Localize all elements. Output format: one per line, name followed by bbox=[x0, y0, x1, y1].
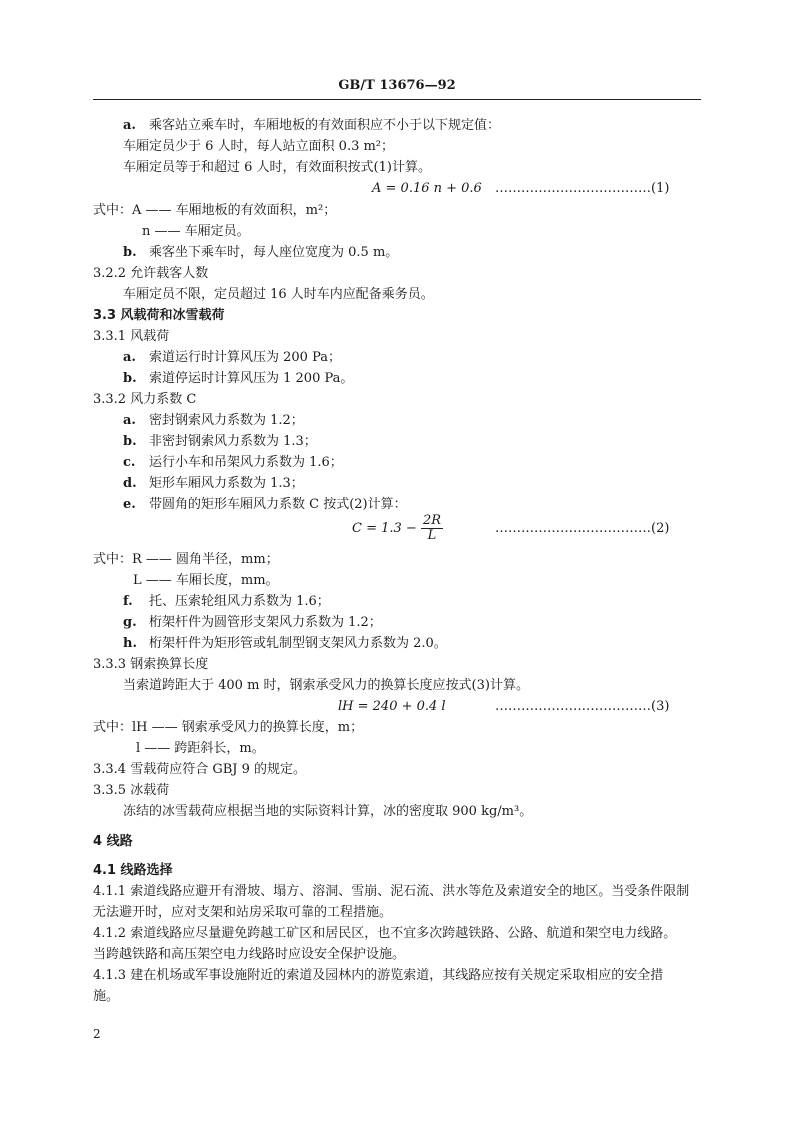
item-text: 乘客坐下乘车时，每人座位宽度为 0.5 m。 bbox=[149, 245, 399, 260]
item-text: 带圆角的矩形车厢风力系数 C 按式(2)计算： bbox=[149, 497, 407, 512]
item-text: 索道停运时计算风压为 1 200 Pa。 bbox=[149, 371, 354, 386]
where-line: L —— 车厢长度，mm。 bbox=[133, 573, 279, 588]
header-rule bbox=[93, 99, 701, 100]
text-line: 冻结的冰雪载荷应根据当地的实际资料计算，冰的密度取 900 kg/m³。 bbox=[123, 804, 533, 819]
item-text: 桁架杆件为矩形管或轧制型钢支架风力系数为 2.0。 bbox=[149, 636, 447, 651]
text-line: 4.1.2 索道线路应尽量避免跨越工矿区和居民区，也不宜多次跨越铁路、公路、航道和架空电力线路。 bbox=[93, 926, 677, 941]
item-a-passenger-standing bbox=[123, 118, 500, 134]
list-item bbox=[123, 350, 341, 366]
list-item bbox=[123, 413, 304, 429]
formula-2 bbox=[352, 514, 443, 543]
item-label: d. bbox=[123, 476, 137, 491]
formula-2-fraction bbox=[421, 514, 443, 543]
item-label: a. bbox=[123, 118, 136, 133]
text-line: 施。 bbox=[93, 989, 120, 1004]
item-label: a. bbox=[123, 350, 136, 365]
item-label: c. bbox=[123, 455, 136, 470]
section-3-3-4: 3.3.4 雪载荷应符合 GBJ 9 的规定。 bbox=[93, 762, 307, 777]
item-text: 乘客站立乘车时，车厢地板的有效面积应不小于以下规定值： bbox=[149, 118, 501, 133]
item-text: 桁架杆件为圆管形支架风力系数为 1.2； bbox=[149, 615, 382, 630]
list-item bbox=[123, 615, 382, 631]
item-text: 运行小车和吊架风力系数为 1.6； bbox=[149, 455, 343, 470]
where-line: n —— 车厢定员。 bbox=[142, 224, 250, 239]
item-text: 托、压索轮组风力系数为 1.6； bbox=[149, 594, 330, 609]
where-line: 式中：R —— 圆角半径，mm； bbox=[93, 552, 279, 567]
item-text: 密封钢索风力系数为 1.2； bbox=[149, 413, 304, 428]
list-item bbox=[123, 476, 304, 492]
where-line: 式中：A —— 车厢地板的有效面积，m²； bbox=[93, 203, 337, 218]
item-b-passenger-seated bbox=[123, 245, 398, 261]
item-text: 矩形车厢风力系数为 1.3； bbox=[149, 476, 304, 491]
page-number: 2 bbox=[93, 1027, 101, 1041]
item-label: a. bbox=[123, 413, 136, 428]
item-text: 非密封钢索风力系数为 1.3； bbox=[149, 434, 317, 449]
text-line: 车厢定员不限，定员超过 16 人时车内应配备乘务员。 bbox=[123, 287, 434, 302]
item-label: b. bbox=[123, 245, 137, 260]
formula-3-number: ………………………………(3) bbox=[495, 699, 670, 714]
item-label: g. bbox=[123, 615, 137, 630]
text-line: 4.1.1 索道线路应避开有滑坡、塌方、溶洞、雪崩、泥石流、洪水等危及索道安全的地区。当受条件限制 bbox=[93, 884, 690, 899]
document-header: GB/T 13676—92 bbox=[338, 78, 456, 93]
list-item bbox=[123, 434, 317, 450]
section-3-3-2: 3.3.2 风力系数 C bbox=[93, 392, 197, 407]
item-text: 索道运行时计算风压为 200 Pa； bbox=[149, 350, 341, 365]
text-line: 车厢定员少于 6 人时，每人站立面积 0.3 m²； bbox=[123, 139, 395, 154]
where-line: l —— 跨距斜长，m。 bbox=[136, 741, 265, 756]
list-item bbox=[123, 594, 330, 610]
item-label: f. bbox=[123, 594, 133, 609]
item-label: b. bbox=[123, 371, 137, 386]
formula-3: lH = 240 + 0.4 l bbox=[338, 699, 446, 714]
section-4-1-heading: 4.1 线路选择 bbox=[93, 863, 173, 878]
section-3-3-3: 3.3.3 钢索换算长度 bbox=[93, 657, 209, 672]
section-3-3-1: 3.3.1 风载荷 bbox=[93, 329, 170, 344]
text-line: 当索道跨距大于 400 m 时，钢索承受风力的换算长度应按式(3)计算。 bbox=[123, 678, 529, 693]
fraction-numerator: 2R bbox=[422, 513, 442, 528]
text-line: 当跨越铁路和高压架空电力线路时应设安全保护设施。 bbox=[93, 947, 406, 962]
formula-1: A = 0.16 n + 0.6 bbox=[372, 181, 482, 196]
list-item bbox=[123, 636, 447, 652]
section-3-3-5: 3.3.5 冰载荷 bbox=[93, 783, 170, 798]
item-label: b. bbox=[123, 434, 137, 449]
section-3-2-2: 3.2.2 允许载客人数 bbox=[93, 266, 209, 281]
fraction-denominator: L bbox=[427, 528, 437, 543]
list-item bbox=[123, 497, 407, 513]
item-label: h. bbox=[123, 636, 137, 651]
text-line: 无法避开时，应对支架和站房采取可靠的工程措施。 bbox=[93, 905, 393, 920]
section-3-3-heading: 3.3 风载荷和冰雪载荷 bbox=[93, 308, 225, 323]
item-label: e. bbox=[123, 497, 136, 512]
list-item bbox=[123, 455, 343, 471]
formula-1-number: ………………………………(1) bbox=[495, 181, 670, 196]
list-item bbox=[123, 371, 353, 387]
text-line: 4.1.3 建在机场或军事设施附近的索道及园林内的游览索道，其线路应按有关规定采取相应的安全措 bbox=[93, 968, 664, 983]
text-line: 车厢定员等于和超过 6 人时，有效面积按式(1)计算。 bbox=[123, 160, 431, 175]
where-line: 式中：lH —— 钢索承受风力的换算长度，m； bbox=[93, 720, 364, 735]
chapter-4-heading: 4 线路 bbox=[93, 834, 133, 849]
formula-2-left: C = 1.3 − bbox=[352, 521, 417, 536]
formula-2-number: ………………………………(2) bbox=[495, 521, 670, 536]
